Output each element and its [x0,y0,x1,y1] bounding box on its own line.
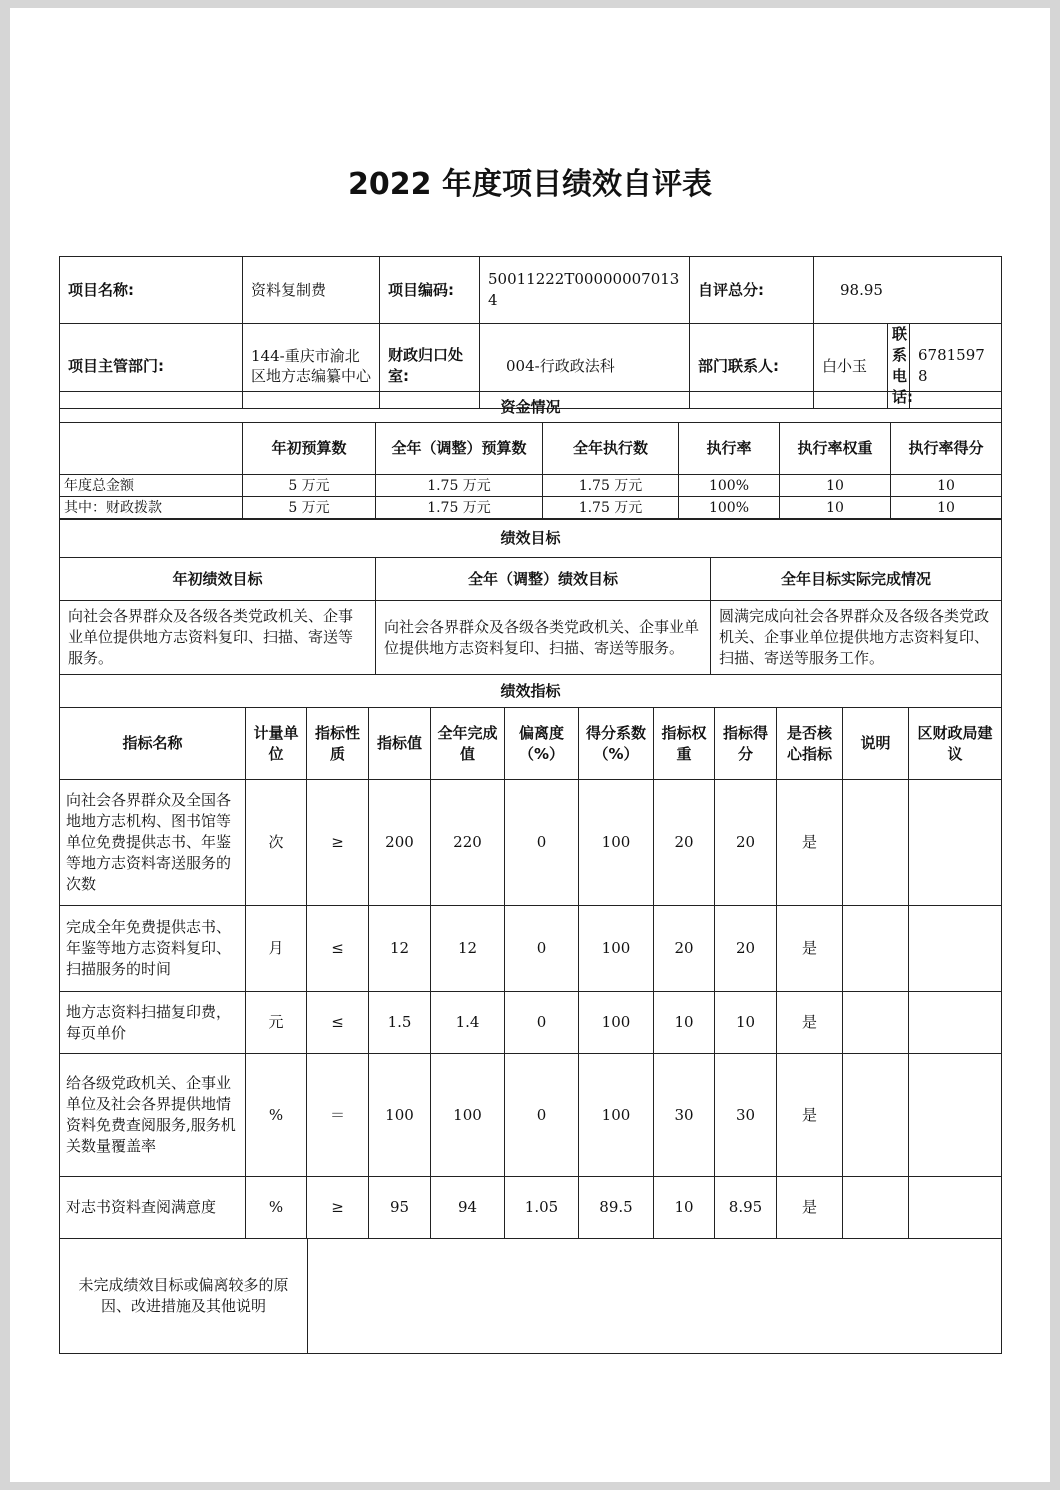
metric-advice [909,1054,1002,1177]
metrics-header: 指标值 [369,708,431,780]
goal-initial: 向社会各界群众及各级各类党政机关、企事业单位提供地方志资料复印、扫描、寄送等服务。 [60,601,376,675]
metric-advice [909,992,1002,1054]
remarks-label: 未完成绩效目标或偏离较多的原因、改进措施及其他说明 [60,1239,308,1354]
metrics-header: 计量单位 [246,708,307,780]
metric-name: 完成全年免费提供志书、年鉴等地方志资料复印、扫描服务的时间 [60,906,246,992]
funds-header: 全年执行数 [543,423,679,475]
metric-unit: 元 [246,992,307,1054]
dept-value: 144-重庆市渝北区地方志编纂中心 [243,324,380,409]
metric-name: 向社会各界群众及全国各地地方志机构、图书馆等单位免费提供志书、年鉴等地方志资料寄送服务的次数 [60,780,246,906]
metric-core: 是 [777,906,843,992]
metric-coef: 89.5 [579,1177,654,1239]
goals-table [59,519,1002,675]
funds-header: 执行率 [679,423,780,475]
funds-cell: 10 [891,497,1002,519]
metric-row [60,1054,1002,1177]
metric-target: 100 [369,1054,431,1177]
metrics-header: 指标名称 [60,708,246,780]
metric-advice [909,780,1002,906]
metric-core: 是 [777,992,843,1054]
metric-weight: 30 [654,1054,715,1177]
metric-target: 1.5 [369,992,431,1054]
metric-deviation: 0 [505,780,579,906]
metrics-header: 偏离度（%） [505,708,579,780]
metrics-header: 全年完成值 [431,708,505,780]
metric-row [60,906,1002,992]
metrics-header: 指标得分 [715,708,777,780]
metric-name: 给各级党政机关、企事业单位及社会各界提供地情资料免费查阅服务,服务机关数量覆盖率 [60,1054,246,1177]
funds-header: 年初预算数 [243,423,376,475]
metric-score: 20 [715,780,777,906]
goal-actual: 圆满完成向社会各界群众及各级各类党政机关、企事业单位提供地方志资料复印、扫描、寄送等服务工作。 [711,601,1002,675]
metric-actual: 220 [431,780,505,906]
metric-deviation: 0 [505,992,579,1054]
metric-target: 95 [369,1177,431,1239]
metric-unit: % [246,1177,307,1239]
metric-advice [909,906,1002,992]
goal-adjusted: 向社会各界群众及各级各类党政机关、企事业单位提供地方志资料复印、扫描、寄送等服务。 [376,601,711,675]
funds-cell: 1.75 万元 [543,497,679,519]
metric-core: 是 [777,1054,843,1177]
metric-score: 30 [715,1054,777,1177]
metric-score: 10 [715,992,777,1054]
metric-score: 20 [715,906,777,992]
funds-cell: 100% [679,497,780,519]
metric-advice [909,1177,1002,1239]
metric-weight: 20 [654,906,715,992]
metric-name: 对志书资料查阅满意度 [60,1177,246,1239]
metric-deviation: 0 [505,1054,579,1177]
metric-row [60,992,1002,1054]
project-name-value: 资料复制费 [243,257,380,324]
metric-weight: 10 [654,1177,715,1239]
contact-label: 部门联系人: [690,324,814,409]
goals-section-title: 绩效目标 [60,520,1002,558]
funds-cell: 1.75 万元 [376,475,543,497]
finance-label: 财政归口处室: [380,324,480,409]
metric-unit: % [246,1054,307,1177]
metric-weight: 10 [654,992,715,1054]
funds-cell: 10 [780,497,891,519]
metric-coef: 100 [579,906,654,992]
metric-nature: ≤ [307,992,369,1054]
funds-cell: 10 [780,475,891,497]
metric-note [843,780,909,906]
metric-row [60,780,1002,906]
metric-nature: ≥ [307,1177,369,1239]
metrics-header: 区财政局建议 [909,708,1002,780]
metric-nature: ≥ [307,780,369,906]
metrics-header: 指标权重 [654,708,715,780]
metric-row [60,1177,1002,1239]
dept-label: 项目主管部门: [60,324,243,409]
metric-deviation: 0 [505,906,579,992]
metric-target: 12 [369,906,431,992]
metrics-header: 说明 [843,708,909,780]
metric-name: 地方志资料扫描复印费，每页单价 [60,992,246,1054]
funds-header-empty [60,423,243,475]
metric-core: 是 [777,1177,843,1239]
phone-value: 67815978 [910,324,1002,409]
remarks-content [308,1239,1002,1354]
funds-cell: 1.75 万元 [543,475,679,497]
funds-row [60,497,1002,519]
metric-note [843,906,909,992]
metric-actual: 1.4 [431,992,505,1054]
metric-nature: ≤ [307,906,369,992]
metric-note [843,1177,909,1239]
metric-unit: 月 [246,906,307,992]
funds-table [59,391,1002,519]
remarks-table [59,1238,1002,1354]
finance-value: 004-行政政法科 [480,324,690,409]
metric-core: 是 [777,780,843,906]
project-code-value: 50011222T000000070134 [480,257,690,324]
funds-cell: 10 [891,475,1002,497]
page-title: 2022 年度项目绩效自评表 [348,167,712,202]
project-name-label: 项目名称: [60,257,243,324]
metrics-header: 得分系数（%） [579,708,654,780]
funds-row-label: 其中：财政拨款 [60,497,243,519]
funds-row-label: 年度总金额 [60,475,243,497]
info-funds-table [59,256,1002,409]
metric-coef: 100 [579,992,654,1054]
metric-unit: 次 [246,780,307,906]
funds-cell: 100% [679,475,780,497]
metric-note [843,992,909,1054]
contact-value: 白小玉 [814,324,888,409]
metric-actual: 12 [431,906,505,992]
goals-header: 年初绩效目标 [60,558,376,601]
funds-section-title: 资金情况 [60,392,1002,423]
metrics-section-title: 绩效指标 [60,675,1002,708]
metric-target: 200 [369,780,431,906]
goals-header: 全年目标实际完成情况 [711,558,1002,601]
project-code-label: 项目编码: [380,257,480,324]
score-value: 98.95 [814,257,1002,324]
metrics-header: 是否核心指标 [777,708,843,780]
funds-row [60,475,1002,497]
metric-actual: 94 [431,1177,505,1239]
funds-cell: 1.75 万元 [376,497,543,519]
funds-header: 执行率权重 [780,423,891,475]
funds-cell: 5 万元 [243,475,376,497]
metrics-table [59,674,1002,1239]
metric-actual: 100 [431,1054,505,1177]
metric-coef: 100 [579,780,654,906]
funds-cell: 5 万元 [243,497,376,519]
metrics-header: 指标性质 [307,708,369,780]
metric-deviation: 1.05 [505,1177,579,1239]
funds-header: 全年（调整）预算数 [376,423,543,475]
metric-nature: ＝ [307,1054,369,1177]
funds-header: 执行率得分 [891,423,1002,475]
metric-note [843,1054,909,1177]
phone-label: 联系电话: [888,324,910,409]
metric-coef: 100 [579,1054,654,1177]
metric-score: 8.95 [715,1177,777,1239]
score-label: 自评总分: [690,257,814,324]
metric-weight: 20 [654,780,715,906]
goals-header: 全年（调整）绩效目标 [376,558,711,601]
